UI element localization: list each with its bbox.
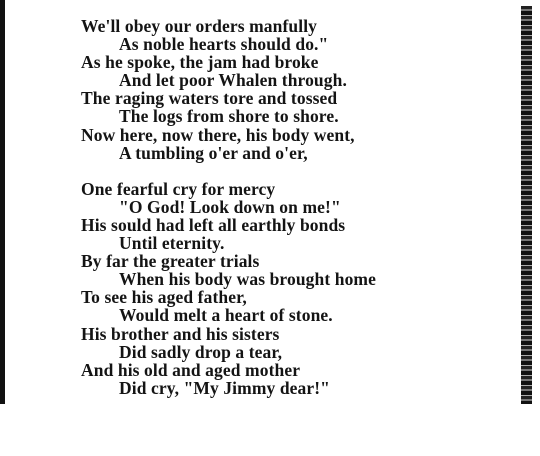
poem-line: A tumbling o'er and o'er, [119,142,308,163]
poem-line: To see his aged father, [81,287,247,308]
poem-line: As noble hearts should do." [119,34,329,55]
poem-line: Did cry, "My Jimmy dear!" [119,377,330,398]
poem-line: Did sadly drop a tear, [119,341,283,362]
poem-line: His sould had left all earthly bonds [81,214,346,235]
adjacent-column-edge [521,6,532,404]
stanza-1 [81,17,376,162]
poem-line: As he spoke, the jam had broke [81,52,319,73]
poem-line: And let poor Whalen through. [119,70,347,91]
poem-line: Would melt a heart of stone. [119,305,333,326]
poem-line: The raging waters tore and tossed [81,88,338,109]
poem-line: His brother and his sisters [81,323,280,344]
poem-line: One fearful cry for mercy [81,178,276,199]
poem-line: When his body was brought home [119,269,376,290]
poem-text [81,17,376,397]
stanza-2 [81,180,376,397]
poem-line: The logs from shore to shore. [119,106,339,127]
poem-line: Now here, now there, his body went, [81,124,355,145]
poem-line: "O God! Look down on me!" [119,196,341,217]
clipping-left-edge [0,0,5,404]
poem-line: Until eternity. [119,233,225,254]
poem-line: And his old and aged mother [81,359,301,380]
poem-line: We'll obey our orders manfully [81,16,318,36]
poem-line: By far the greater trials [81,251,260,272]
